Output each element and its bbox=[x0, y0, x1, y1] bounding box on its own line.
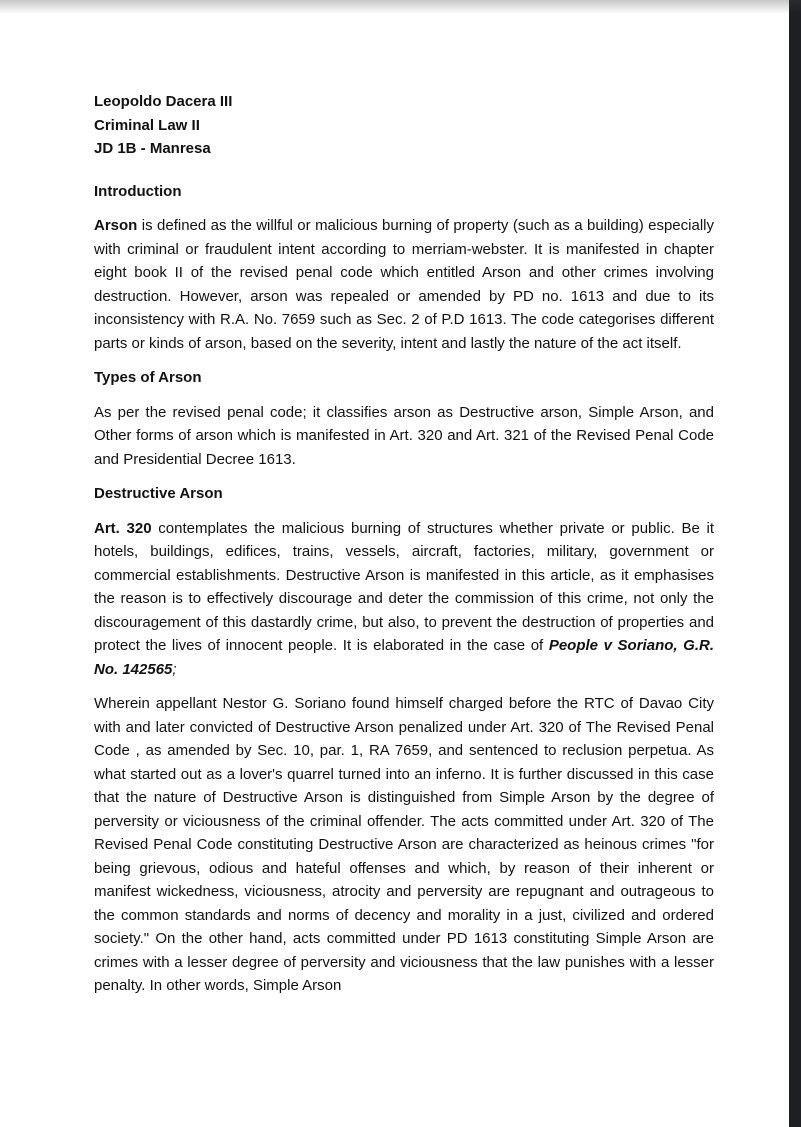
document-header-block bbox=[94, 90, 714, 161]
paragraph-art-320 bbox=[94, 517, 714, 682]
art-320-body-text: contemplates the malicious burning of structures whether private or public. Be it hotels, buildings, edifices, trains, vessels, aircraft, factories, military, government or commercial establishments. Destructive Arson is manifested in this article, as it emphasises the reason is to effectively discourage and deter the commission of this crime, not only the discouragement of this dastardly crime, but also, to prevent the destruction of properties and protect the lives of innocent people. It is elaborated in the case of bbox=[94, 519, 714, 654]
top-shadow bbox=[0, 0, 801, 14]
intro-lead-term: Arson bbox=[94, 217, 138, 234]
heading-types-of-arson: Types of Arson bbox=[94, 369, 202, 386]
paragraph-types-of-arson: As per the revised penal code; it classifies arson as Destructive arson, Simple Arson, and Other forms of arson which is manifested in Art. 320 and Art. 321 of the Revised Penal Code and Presidential Decree 1613. bbox=[94, 403, 714, 468]
case-citation-tail: ; bbox=[172, 660, 177, 678]
intro-body-text: is defined as the willful or malicious burning of property (such as a building) especially with criminal or fraudulent intent according to merriam-webster. It is manifested in chapter eight book II of the revised penal code which entitled Arson and other crimes involving destruction. However, arson was repealed or amended by PD no. 1613 and due to its inconsistency with R.A. No. 7659 such as Sec. 2 of P.D 1613. The code categorises different parts or kinds of arson, based on the severity, intent and lastly the nature of the act itself. bbox=[94, 217, 714, 352]
art-320-lead-term: Art. 320 bbox=[94, 519, 152, 537]
paragraph-soriano-case: Wherein appellant Nestor G. Soriano found himself charged before the RTC of Davao City with and later convicted of Destructive Arson penalized under Art. 320 of The Revised Penal Code , as amended by Sec. 10, par. 1, RA 7659, and sentenced to reclusion perpetua. As what started out as a lover's quarrel turned into an inferno. It is further discussed in this case that the nature of Destructive Arson is distinguished from Simple Arson by the degree of perversity or viciousness of the criminal offender. The acts committed under Art. 320 of The Revised Penal Code constituting Destructive Arson are characterized as heinous crimes "for being grievous, odious and hateful offenses and which, by reason of their inherent or manifest wickedness, viciousness, atrocity and perversity are repugnant and outrageous to the common standards and norms of decency and morality in a just, civilized and ordered society." On the other hand, acts committed under PD 1613 constituting Simple Arson are crimes with a lesser degree of perversity and viciousness that the law punishes with a lesser penalty. In other words, Simple Arson bbox=[94, 695, 714, 994]
paragraph-introduction bbox=[94, 214, 714, 355]
class-section: JD 1B - Manresa bbox=[94, 140, 211, 157]
author-name: Leopoldo Dacera III bbox=[94, 93, 233, 110]
right-edge-strip bbox=[789, 0, 801, 1127]
case-citation: People v Soriano, G.R. No. 142565 bbox=[94, 637, 714, 678]
document-page bbox=[94, 90, 714, 1009]
heading-introduction: Introduction bbox=[94, 182, 182, 200]
course-title: Criminal Law II bbox=[94, 116, 200, 134]
heading-destructive-arson: Destructive Arson bbox=[94, 485, 223, 502]
